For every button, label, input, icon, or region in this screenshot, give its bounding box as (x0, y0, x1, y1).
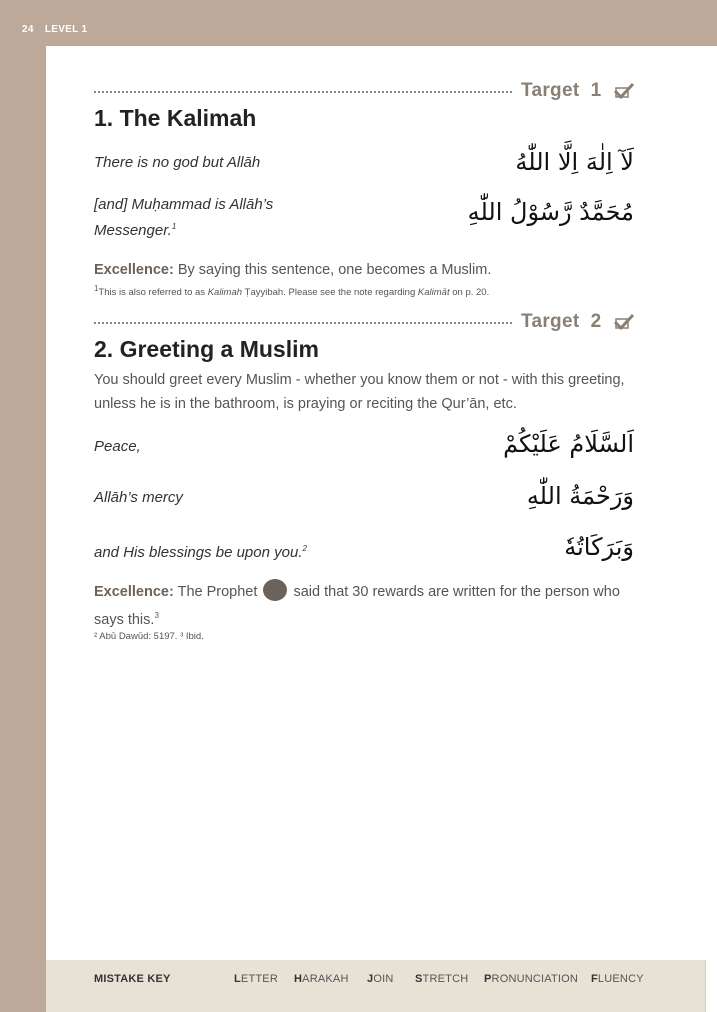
section-1-excellence: Excellence: By saying this sentence, one becomes a Muslim. (94, 262, 492, 278)
section-2-excellence: Excellence: The Prophet said that 30 rewards are written for the person who says this.$^3$ (94, 580, 634, 632)
mistake-key-title: MISTAKE KEY (94, 973, 171, 985)
key-harakah: HARAKAH (294, 973, 349, 985)
greeting-line-1-arabic: اَلسَّلَامُ عَلَيْكُمْ (503, 430, 634, 458)
section-2-intro: You should greet every Muslim - whether you know them or not - with this greeting, unless he is in the bathroom, is praying or reciting the Qur’ān, etc. (94, 372, 625, 412)
key-fluency: FLUENCY (591, 973, 644, 985)
target-2-label: Target 2 (521, 311, 602, 332)
mistake-key-footer (46, 960, 705, 1012)
page-header (22, 24, 87, 35)
section-1-title: 1. The Kalimah (94, 105, 257, 131)
section-1-footnote: $^1$This is also referred to as Kalimah Ṭayyibah. Please see the note regarding Kalimāt on p. 20. (94, 284, 490, 299)
greeting-line-1-english: Peace, (94, 438, 141, 455)
page-number: 24 (22, 24, 34, 35)
target-1-divider (94, 91, 512, 93)
section-2-title: 2. Greeting a Muslim (94, 336, 319, 362)
level-label: LEVEL 1 (44, 24, 88, 35)
key-letter: LETTER (234, 973, 278, 985)
top-bar (0, 0, 717, 46)
checkmark-icon (613, 313, 635, 331)
target-2-divider (94, 322, 512, 324)
kalimah-line-1-english: There is no god but Allāh (94, 154, 261, 171)
key-join: JOIN (367, 973, 394, 985)
checkmark-icon (613, 82, 635, 100)
salutation-seal-icon (263, 579, 287, 601)
footer-edge (705, 960, 717, 1012)
greeting-line-3-arabic: وَبَرَكَاتُهٗ (564, 533, 634, 561)
key-pronunciation: PRONUNCIATION (484, 973, 579, 985)
key-stretch: STRETCH (415, 973, 469, 985)
kalimah-line-2-english: [and] Muḥammad is Allāh’s Messenger.$^1$ (94, 196, 274, 239)
kalimah-line-1-arabic: لَآ اِلٰهَ اِلَّا اللّٰهُ (515, 148, 634, 176)
greeting-line-2-english: Allāh’s mercy (94, 489, 183, 506)
target-1-label: Target 1 (521, 80, 602, 101)
greeting-line-3-english: and His blessings be upon you.$^2$ (94, 544, 307, 561)
kalimah-line-2-arabic: مُحَمَّدٌ رَّسُوْلُ اللّٰهِ (467, 198, 634, 226)
greeting-line-2-arabic: وَرَحْمَةُ اللّٰهِ (526, 482, 634, 510)
section-2-footnote: ² Abū Dawūd: 5197. ³ Ibid. (94, 631, 204, 642)
